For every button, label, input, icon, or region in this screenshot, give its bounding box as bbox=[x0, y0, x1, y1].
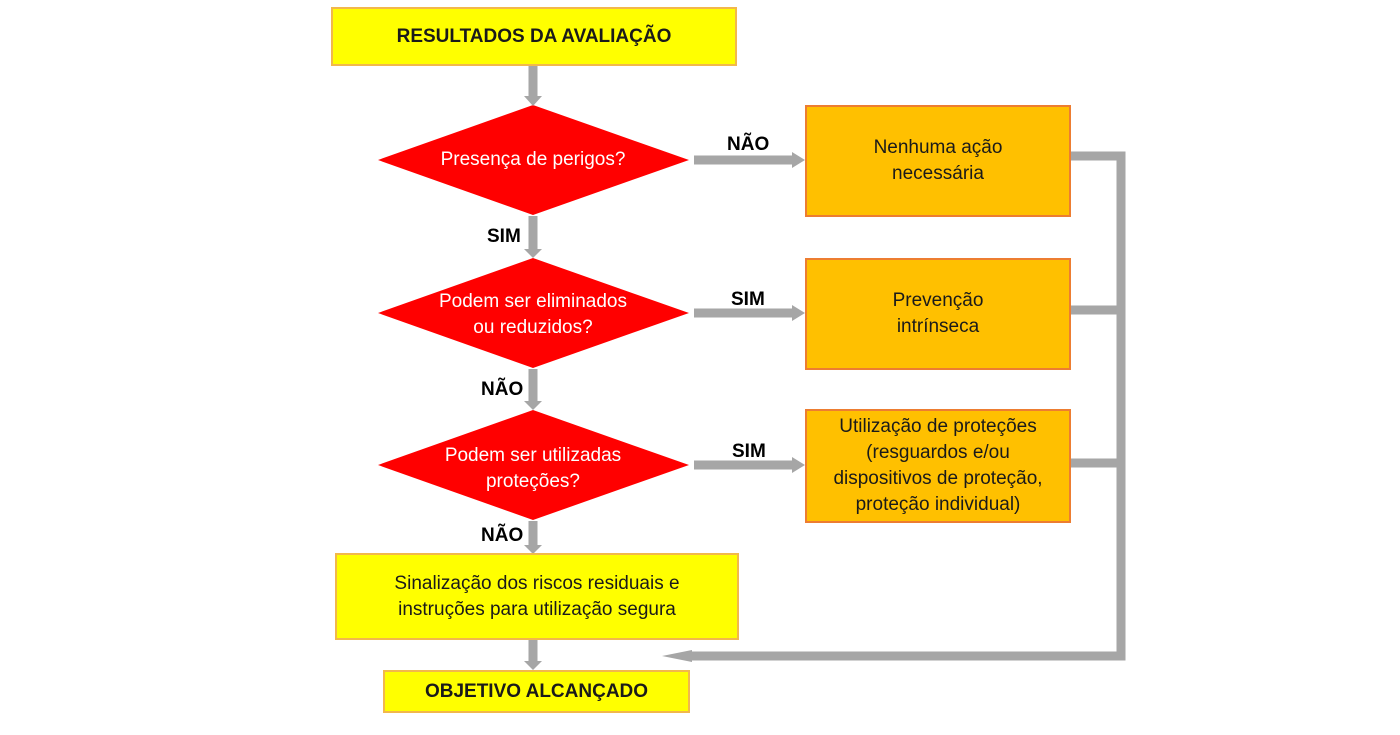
decision-text-2 bbox=[388, 288, 678, 342]
decision-text-3 bbox=[388, 442, 678, 496]
end-text: OBJETIVO ALCANÇADO bbox=[424, 680, 649, 702]
start-box bbox=[331, 7, 737, 66]
label-d2-right: SIM bbox=[731, 289, 765, 310]
decision-3-line-2: proteções? bbox=[485, 471, 580, 492]
action-box-intrinsic-prevention bbox=[805, 258, 1071, 370]
label-d3-down: NÃO bbox=[481, 525, 524, 546]
decision-2-line-2: ou reduzidos? bbox=[473, 317, 593, 338]
signage-box bbox=[335, 553, 739, 640]
label-d1-right: NÃO bbox=[727, 134, 770, 155]
start-text: RESULTADOS DA AVALIAÇÃO bbox=[396, 25, 672, 47]
decision-text-1 bbox=[388, 135, 678, 185]
action-3-line-2: (resguardos e/ou bbox=[866, 442, 1010, 463]
decision-3-line-1: Podem ser utilizadas bbox=[444, 445, 622, 466]
action-1-line-1: Nenhuma ação bbox=[873, 137, 1003, 158]
action-2-line-2: intrínseca bbox=[896, 316, 980, 337]
action-box-protections bbox=[805, 409, 1071, 523]
action-1-line-2: necessária bbox=[892, 163, 984, 184]
signage-line-1: Sinalização dos riscos residuais e bbox=[394, 572, 680, 594]
decision-2-line-1: Podem ser eliminados bbox=[439, 291, 627, 312]
action-3-line-1: Utilização de proteções bbox=[839, 416, 1037, 437]
label-d1-down: SIM bbox=[487, 226, 521, 247]
signage-line-2: instruções para utilização segura bbox=[398, 598, 676, 620]
action-3-line-3: dispositivos de proteção, bbox=[833, 468, 1043, 489]
label-d2-down: NÃO bbox=[481, 379, 524, 400]
label-d3-right: SIM bbox=[732, 441, 766, 462]
action-box-no-action bbox=[805, 105, 1071, 217]
decision-1-line-1: Presença de perigos? bbox=[440, 149, 626, 170]
end-box bbox=[383, 670, 690, 713]
action-2-line-1: Prevenção bbox=[892, 290, 984, 311]
action-3-line-4: proteção individual) bbox=[855, 494, 1021, 515]
